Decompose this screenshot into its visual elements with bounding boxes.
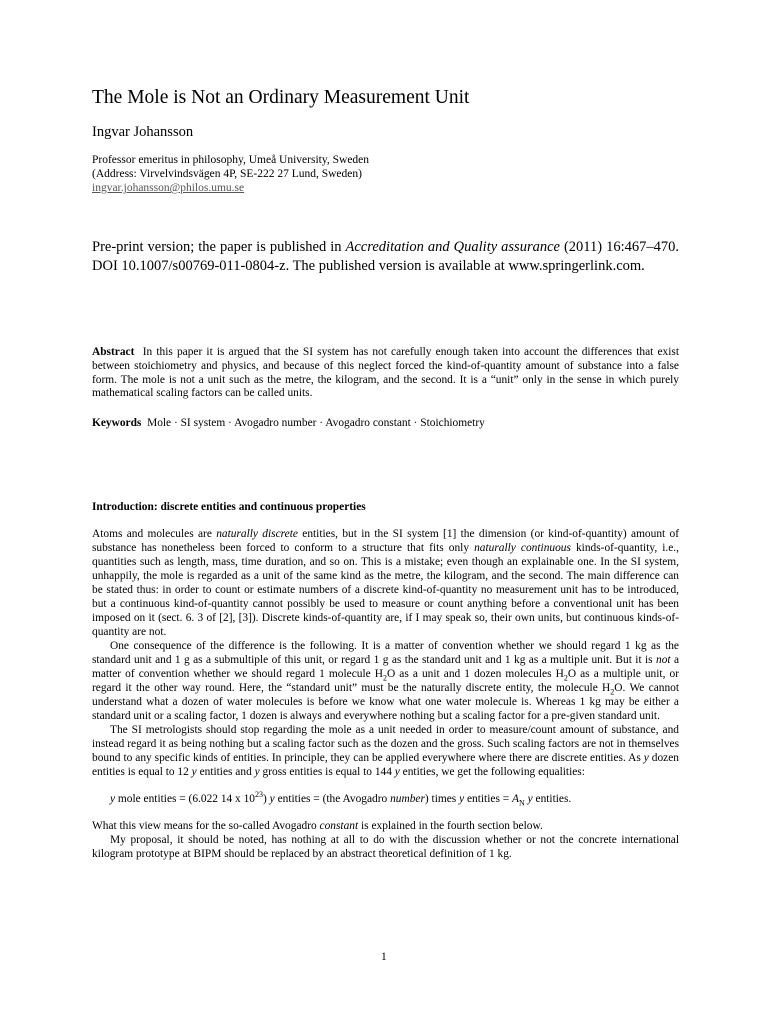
paragraph-1: Atoms and molecules are naturally discrete entities, but in the SI system [1] the dimension (or kind-of-quantity) amount of substance has nonetheless been forced to conform to a structure that fits only naturally continuous kinds-of-quantity, i.e., quantities such as length, mass, time duration, and so on. This is a mistake; even though an explainable one. In the SI system, unhappily, the mole is regarded as a unit of the same kind as the metre, the kilogram, and the second. The main difference can be stated thus: in order to count or estimate numbers of a discrete kind-of-quantity no measurement unit has to be introduced, but a continuous kind-of-quantity cannot possibly be used to measure or count anything before a conventional unit has been imposed on it (sect. 6. 3 of [2], [3]). Discrete kinds-of-quantity are, if I may speak so, their own units, but continuous kinds-of-quantity are not. bbox=[92, 528, 680, 638]
journal-name: Accreditation and Quality assurance bbox=[345, 239, 560, 255]
keywords bbox=[92, 417, 679, 431]
address-line: (Address: Virvelvindsvägen 4P, SE-222 27 Lund, Sweden) bbox=[92, 168, 362, 180]
keywords-text: Mole · SI system · Avogadro number · Avogadro constant · Stoichiometry bbox=[147, 417, 485, 429]
paragraph-2: One consequence of the difference is the following. It is a matter of convention whether we should regard 1 kg as the standard unit and 1 g as a submultiple of this unit, or regard 1 g as the standard unit and 1 kg as a multiple unit. But it is not a matter of convention whether we should regard 1 molecule $H_2O$ as a unit and 1 dozen molecules $H_2O$ as a multiple unit, or regard it the other way round. Here, the “standard unit” must be the naturally discrete entity, the molecule $H_2O$. We cannot understand what a dozen of water molecules is before we know what one water molecule is. Whereas 1 kg may be either a standard unit or a scaling factor, 1 dozen is always and everywhere nothing but a scaling factor for a pre-given standard unit. bbox=[92, 640, 680, 722]
author-affiliation bbox=[92, 153, 369, 195]
abstract-label: Abstract bbox=[92, 346, 135, 358]
affiliation-line: Professor emeritus in philosophy, Umeå University, Sweden bbox=[92, 154, 370, 166]
page-number: 1 bbox=[381, 951, 387, 963]
section-heading: Introduction: discrete entities and continuous properties bbox=[92, 501, 366, 513]
preprint-text-rest: (2011) 16:467–470. DOI 10.1007/s00769-011-0804-z. The published version is available at www.springerlink.com. bbox=[92, 239, 679, 274]
paragraph-5: My proposal, it should be noted, has nothing at all to do with the discussion whether or not the concrete international kilogram prototype at BIPM should be replaced by an abstract theoretical definition of 1 kg. bbox=[92, 834, 679, 860]
avogadro-equation: y mole entities = (6.022 14 x $10^{23}$) y entities = (the Avogadro number) times y entities = $A_N$ y entities. bbox=[110, 790, 572, 808]
author-name: Ingvar Johansson bbox=[92, 124, 194, 140]
abstract-text: In this paper it is argued that the SI system has not carefully enough taken into account the differences that exist between stoichiometry and physics, and because of this neglect forced the kind-of-quantity amount of substance into a false form. The mole is not a unit such as the metre, the kilogram, and the second. It is a “unit” only in the sense in which purely mathematical scaling factors can be called units. bbox=[92, 346, 679, 400]
section-body bbox=[92, 527, 679, 861]
paper-title: The Mole is Not an Ordinary Measurement Unit bbox=[92, 87, 470, 108]
paragraph-3: The SI metrologists should stop regarding the mole as a unit needed in order to measure/count amount of substance, and instead regard it as being nothing but a scaling factor such as the dozen and the gross. Such scaling factors are not in themselves bound to any specific kinds of entities. In principle, they can be applied everywhere where there are discrete entities. As y dozen entities is equal to 12 y entities and y gross entities is equal to 144 y entities, we get the following equalities: bbox=[92, 724, 679, 778]
email-link[interactable]: ingvar.johansson@philos.umu.se bbox=[92, 182, 245, 194]
keywords-label: Keywords bbox=[92, 417, 142, 429]
preprint-text: Pre-print version; the paper is published in bbox=[92, 239, 346, 255]
abstract bbox=[92, 346, 679, 401]
preprint-notice bbox=[92, 238, 679, 275]
paragraph-4: What this view means for the so-called Avogadro constant is explained in the fourth section below. bbox=[92, 820, 543, 832]
